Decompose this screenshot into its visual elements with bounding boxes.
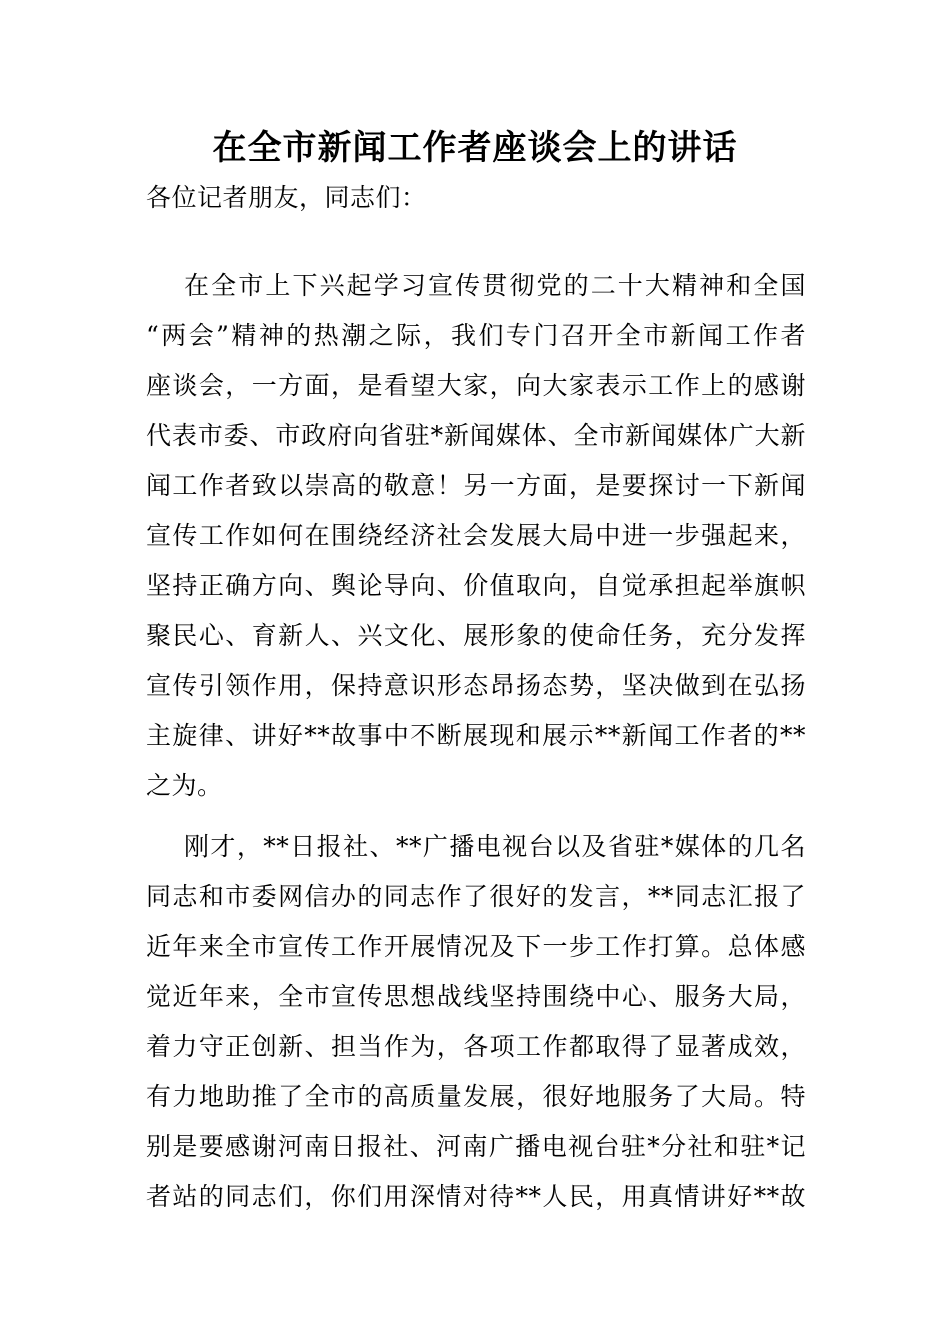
paragraph-line: 坚持正确方向、舆论导向、价值取向，自觉承担起举旗帜 bbox=[146, 571, 806, 600]
paragraph-line: 在全市上下兴起学习宣传贯彻党的二十大精神和全国 bbox=[184, 271, 806, 300]
paragraph-line: 别是要感谢河南日报社、河南广播电视台驻*分社和驻*记 bbox=[146, 1132, 806, 1161]
paragraph-line: 刚才，**日报社、**广播电视台以及省驻*媒体的几名 bbox=[184, 832, 806, 861]
paragraph-line: 有力地助推了全市的高质量发展，很好地服务了大局。特 bbox=[146, 1082, 806, 1111]
paragraph-line: 宣传工作如何在围绕经济社会发展大局中进一步强起来， bbox=[146, 521, 806, 550]
paragraph-line: 之为。 bbox=[146, 771, 223, 800]
paragraph-line: 宣传引领作用，保持意识形态昂扬态势，坚决做到在弘扬 bbox=[146, 671, 806, 700]
paragraph-line: 着力守正创新、担当作为，各项工作都取得了显著成效， bbox=[146, 1032, 806, 1061]
paragraph-line: 闻工作者致以崇高的敬意！另一方面，是要探讨一下新闻 bbox=[146, 471, 806, 500]
paragraph-line: 代表市委、市政府向省驻*新闻媒体、全市新闻媒体广大新 bbox=[146, 421, 806, 450]
paragraph-line: 聚民心、育新人、兴文化、展形象的使命任务，充分发挥 bbox=[146, 621, 806, 650]
paragraph-line: 者站的同志们，你们用深情对待**人民，用真情讲好**故 bbox=[146, 1182, 806, 1211]
paragraph-line: 同志和市委网信办的同志作了很好的发言，**同志汇报了 bbox=[146, 882, 806, 911]
paragraph-line: 近年来全市宣传工作开展情况及下一步工作打算。总体感 bbox=[146, 932, 806, 961]
document-title: 在全市新闻工作者座谈会上的讲话 bbox=[212, 128, 738, 168]
greeting: 各位记者朋友，同志们： bbox=[146, 183, 427, 212]
paragraph-line: 座谈会，一方面，是看望大家，向大家表示工作上的感谢 bbox=[146, 371, 806, 400]
paragraph-line: “两会”精神的热潮之际，我们专门召开全市新闻工作者 bbox=[146, 321, 806, 350]
paragraph-line: 觉近年来，全市宣传思想战线坚持围绕中心、服务大局， bbox=[146, 982, 806, 1011]
paragraph-line: 主旋律、讲好**故事中不断展现和展示**新闻工作者的** bbox=[146, 721, 806, 750]
